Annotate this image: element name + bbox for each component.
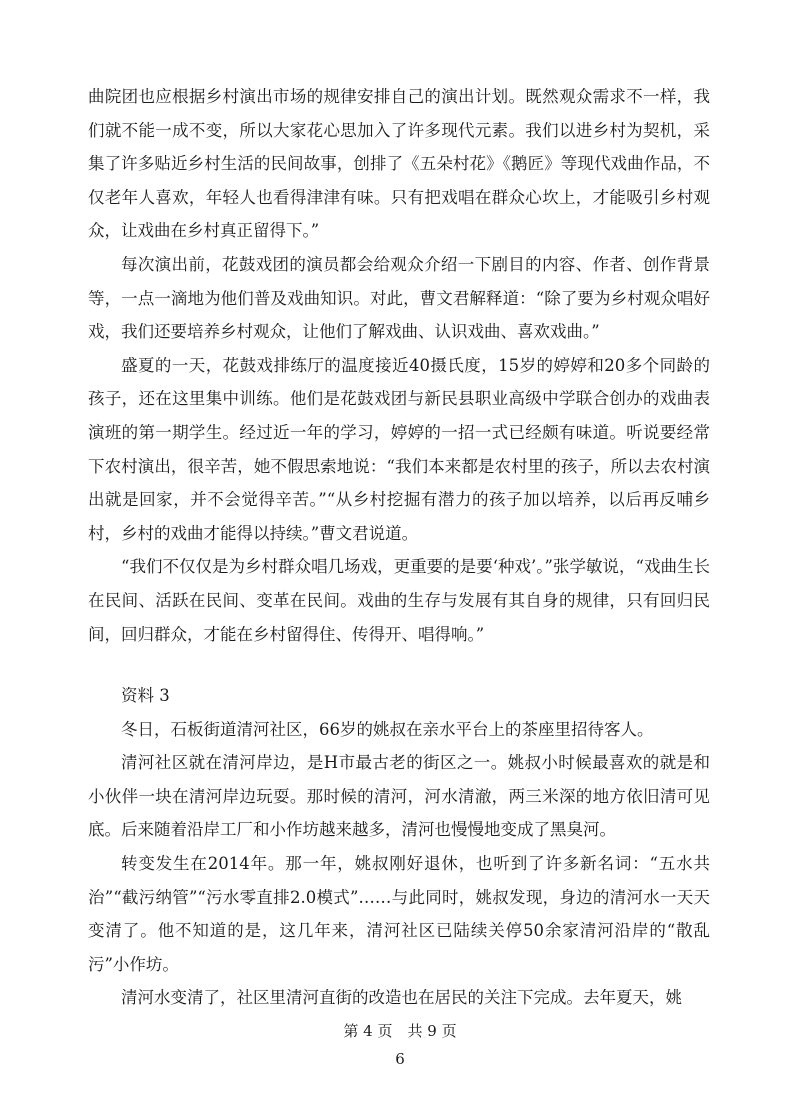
paragraph-4: “我们不仅仅是为乡村群众唱几场戏，更重要的是要‘种戏’。”张学敏说，“戏曲生长在民间、活跃在民间、变革在民间。戏曲的生存与发展有其自身的规律，只有回归民间，回归群众，才能在乡村留得住、传得开、唱得响。” [88,557,710,644]
document-body [88,80,710,1015]
paragraph-1: 曲院团也应根据乡村演出市场的规律安排自己的演出计划。既然观众需求不一样，我们就不能一成不变，所以大家花心思加入了许多现代元素。我们以进乡村为契机，采集了许多贴近乡村生活的民间故事，创排了《五朵村花》《鹅匠》等现代戏曲作品，不仅老年人喜欢，年轻人也看得津津有味。只有把戏唱在群众心坎上，才能吸引乡村观众，让戏曲在乡村真正留得下。” [88,87,710,241]
section-paragraph-4: 清河水变清了，社区里清河直街的改造也在居民的关注下完成。去年夏天，姚 [121,988,682,1008]
section-paragraph-3: 转变发生在2014年。那一年，姚叔刚好退休，也听到了许多新名词：“五水共治”“截污纳管”“污水零直排2.0模式”……与此同时，姚叔发现，身边的清河水一天天变清了。他不知道的是，这几年来，清河社区已陆续关停50余家清河沿岸的“散乱污”小作坊。 [88,854,710,974]
paragraph-2: 每次演出前，花鼓戏团的演员都会给观众介绍一下剧目的内容、作者、创作背景等，一点一滴地为他们普及戏曲知识。对此，曹文君解释道：“除了要为乡村观众唱好戏，我们还要培养乡村观众，让他们了解戏曲、认识戏曲、喜欢戏曲。” [88,254,710,342]
section-paragraph-2: 清河社区就在清河岸边，是H市最古老的街区之一。姚叔小时候最喜欢的就是和小伙伴一块在清河岸边玩耍。那时候的清河，河水清澈，两三米深的地方依旧清可见底。后来随着沿岸工厂和小作坊越来越多，清河也慢慢地变成了黑臭河。 [88,753,710,840]
section-paragraph-1: 冬日，石板街道清河社区，66岁的姚叔在亲水平台上的茶座里招待客人。 [121,719,654,739]
section-heading: 资料 3 [121,686,170,706]
page-label: 第 4 页 共 9 页 [343,1022,457,1040]
page-number: 6 [395,1050,405,1068]
paragraph-3: 盛夏的一天，花鼓戏排练厅的温度接近40摄氏度，15岁的婷婷和20多个同龄的孩子，还在这里集中训练。他们是花鼓戏团与新民县职业高级中学联合创办的戏曲表演班的第一期学生。经过近一年的学习，婷婷的一招一式已经颇有味道。听说要经常下农村演出，很辛苦，她不假思索地说：“我们本来都是农村里的孩子，所以去农村演出就是回家，并不会觉得辛苦。”“从乡村挖掘有潜力的孩子加以培养，以后再反哺乡村，乡村的戏曲才能得以持续。”曹文君说道。 [88,355,710,543]
